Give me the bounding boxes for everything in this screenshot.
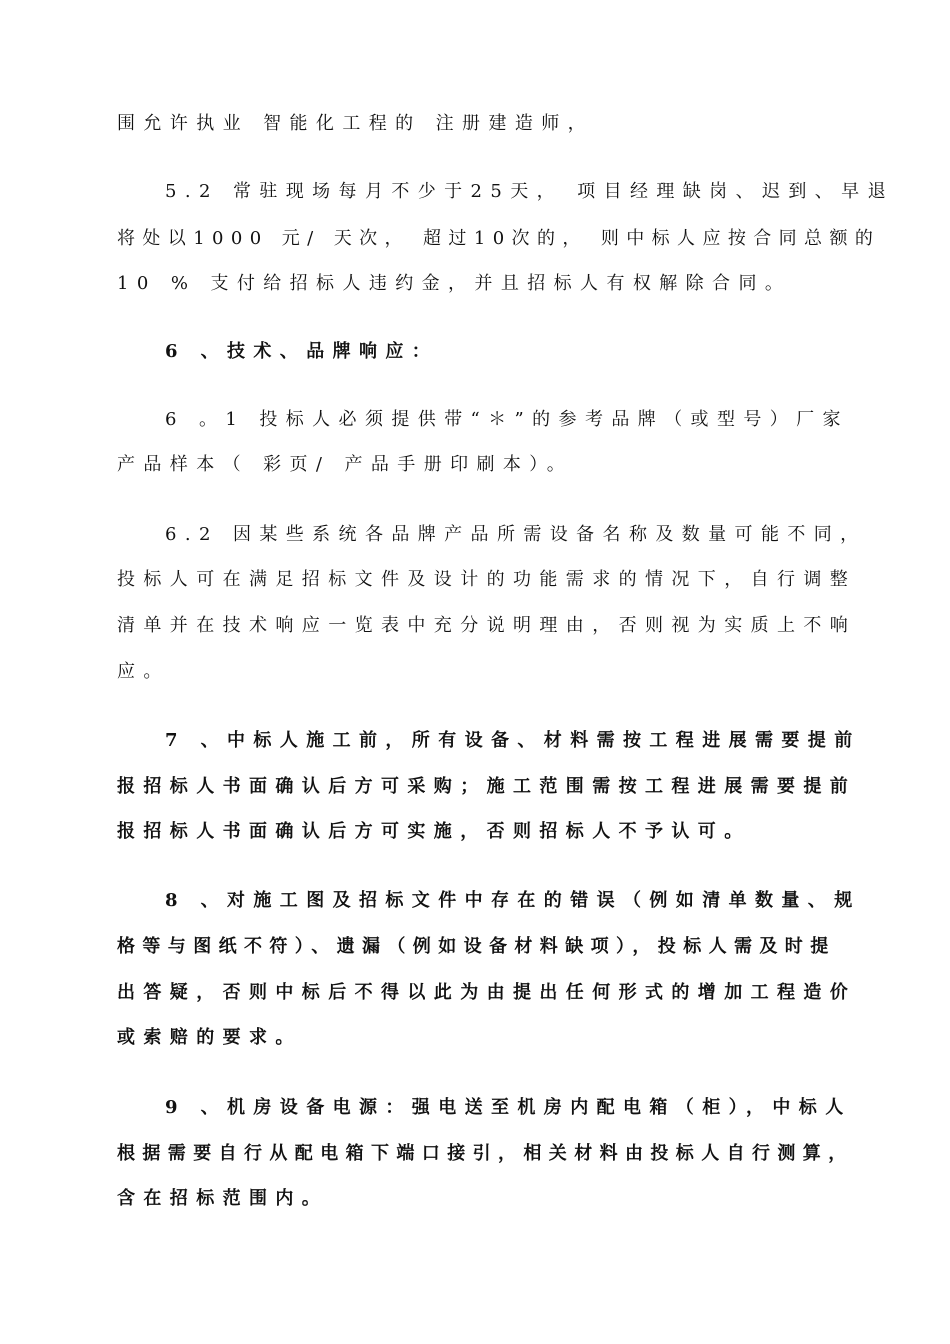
paragraph-line: 投标人可在满足招标文件及设计的功能需求的情况下，自行调整 [117, 569, 857, 590]
paragraph-line: 5.2 常驻现场每月不少于25天， 项目经理缺岗、迟到、早退 [165, 181, 894, 202]
paragraph-line: 7 、中标人施工前，所有设备、材料需按工程进展需要提前 [165, 730, 861, 751]
paragraph-line: 6.2 因某些系统各品牌产品所需设备名称及数量可能不同， [165, 524, 867, 545]
paragraph-line: 产品样本（ 彩页/ 产品手册印刷本）。 [117, 454, 574, 475]
paragraph-line: 10 % 支付给招标人违约金，并且招标人有权解除合同。 [117, 273, 792, 294]
section-heading: 6 、技术、品牌响应： [165, 341, 439, 362]
paragraph-line: 应。 [117, 661, 170, 682]
paragraph-line: 出答疑，否则中标后不得以此为由提出任何形式的增加工程造价 [117, 982, 857, 1003]
paragraph-line: 含在招标范围内。 [117, 1188, 329, 1209]
paragraph-line: 8 、对施工图及招标文件中存在的错误（例如清单数量、规 [165, 890, 861, 911]
paragraph-line: 根据需要自行从配电箱下端口接引，相关材料由投标人自行测算， [117, 1143, 854, 1164]
paragraph-line: 清单并在技术响应一览表中充分说明理由，否则视为实质上不响 [117, 615, 857, 636]
paragraph-line: 报招标人书面确认后方可实施，否则招标人不予认可。 [117, 821, 751, 842]
paragraph-line: 格等与图纸不符）、遗漏（例如设备材料缺项），投标人需及时提 [117, 936, 836, 957]
paragraph-line: 或索赔的要求。 [117, 1027, 302, 1048]
paragraph-line: 将处以1000 元/ 天次， 超过10次的， 则中标人应按合同总额的 [117, 228, 881, 249]
paragraph-line: 围允许执业 智能化工程的 注册建造师， [117, 113, 595, 134]
paragraph-line: 9 、机房设备电源：强电送至机房内配电箱（柜），中标人 [165, 1097, 852, 1118]
paragraph-line: 6 。1 投标人必须提供带“＊”的参考品牌（或型号）厂家 [165, 409, 849, 430]
paragraph-line: 报招标人书面确认后方可采购；施工范围需按工程进展需要提前 [117, 776, 857, 797]
